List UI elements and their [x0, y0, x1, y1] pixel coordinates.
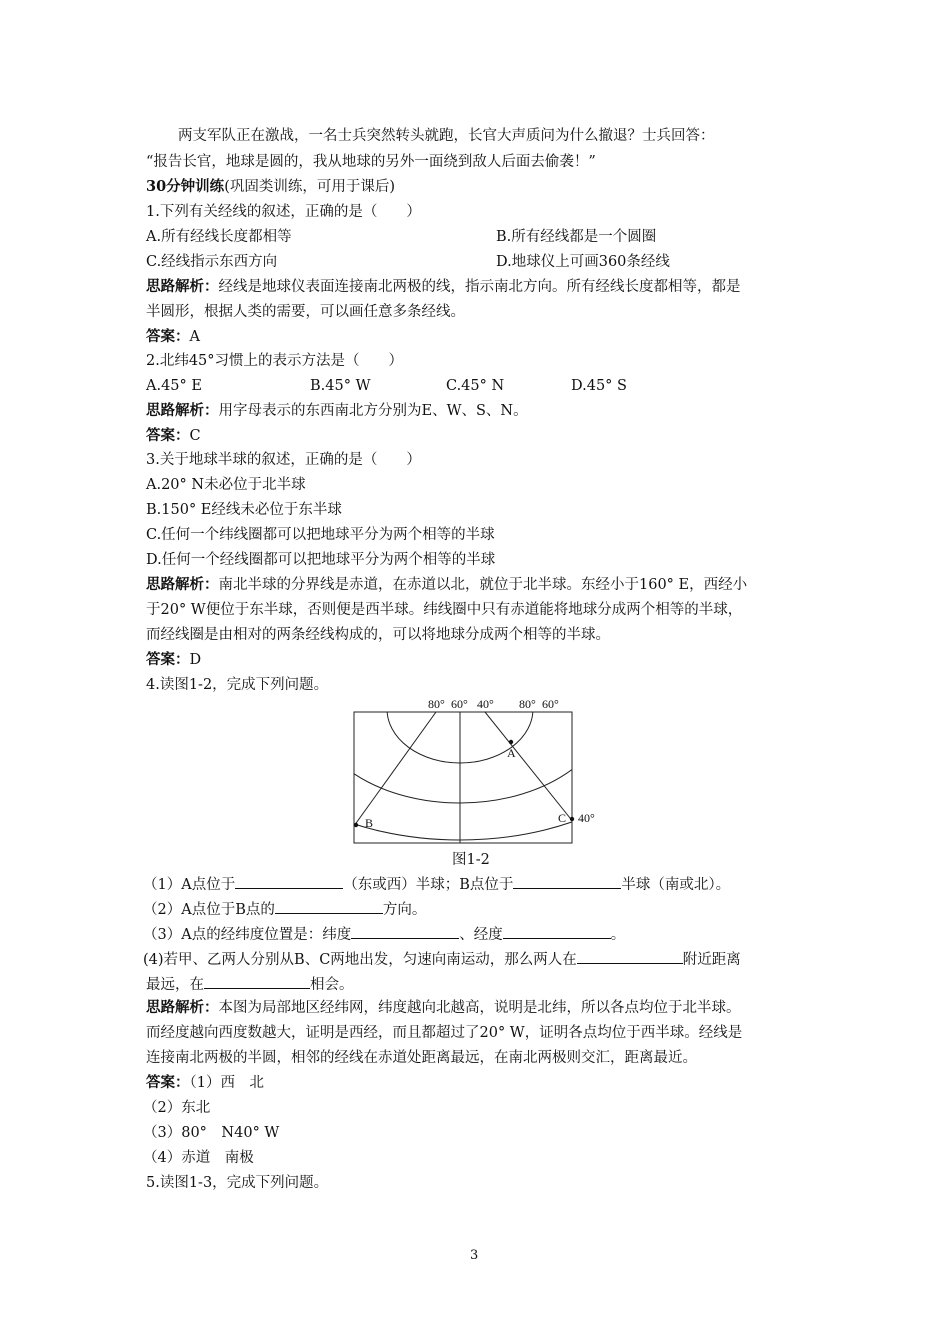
section-title: 30分钟训练: [146, 178, 225, 195]
blank[interactable]: [577, 949, 683, 964]
q4-analysis: [146, 998, 741, 1018]
lon-label-3: 40°: [477, 697, 494, 711]
q4-part-1: （1）A点位于 （东或西）半球；B点位于 半球（南或北）。: [143, 874, 730, 895]
lat-label-40: 40°: [578, 811, 595, 825]
lon-label-2: 60°: [451, 697, 468, 711]
q3-option-c: C.任何一个纬线圈都可以把地球平分为两个相等的半球: [146, 527, 495, 543]
page-number: 3: [470, 1248, 479, 1263]
analysis-label: 思路解析：: [146, 278, 219, 295]
q1-option-c: C.经线指示东西方向: [146, 254, 278, 270]
section-subtitle: (巩固类训练，可用于课后): [224, 179, 396, 195]
q1-stem: 1.下列有关经线的叙述，正确的是（ ）: [146, 204, 421, 220]
blank[interactable]: [275, 899, 383, 914]
figure-1-2-graticule: [352, 693, 595, 845]
q1-option-b: B.所有经线都是一个圆圈: [496, 229, 657, 245]
q4-analysis-text-2: 而经度越向西度数越大，证明是西经，而且都超过了20° W，证明各点均位于西半球。经线是: [146, 1025, 743, 1041]
q1-option-a: A.所有经线长度都相等: [146, 229, 292, 245]
figure-frame: [354, 712, 572, 843]
point-c-dot: [570, 817, 574, 821]
q2-stem: 2.北纬45°习惯上的表示方法是（ ）: [146, 353, 404, 369]
q1-answer: [146, 327, 200, 347]
q3-answer-value: D: [189, 652, 202, 668]
q4-stem: 4.读图1-2，完成下列问题。: [146, 677, 329, 693]
q1-option-d: D.地球仪上可画360条经线: [496, 254, 670, 270]
blank[interactable]: [513, 874, 621, 889]
q3-option-d: D.任何一个经线圈都可以把地球平分为两个相等的半球: [146, 552, 496, 568]
q2-analysis-text: 用字母表示的东西南北方分别为E、W、S、N。: [218, 403, 528, 419]
lon-label-1: 80°: [428, 697, 445, 711]
analysis-label: 思路解析：: [146, 999, 219, 1016]
q2-option-d: D.45° S: [571, 378, 627, 394]
q1-answer-value: A: [189, 329, 200, 345]
q2-option-a: A.45° E: [146, 378, 202, 394]
q3-analysis: [146, 575, 747, 595]
meridian-1: [354, 712, 436, 826]
blank[interactable]: [351, 924, 459, 939]
q4-part-2: （2）A点位于B点的 方向。: [143, 899, 426, 920]
q1-analysis-text-2: 半圆形，根据人类的需要，可以画任意多条经线。: [146, 304, 465, 320]
point-a-dot: [509, 740, 513, 744]
q4-answer-4: （4）赤道 南极: [143, 1150, 254, 1166]
answer-label: 答案：: [146, 427, 190, 444]
answer-label: 答案：: [146, 1074, 190, 1091]
section-heading: [146, 177, 395, 197]
q5-stem: 5.读图1-3，完成下列问题。: [146, 1175, 329, 1191]
q3-analysis-text-2: 于20° W便位于东半球，否则便是西半球。纬线圈中只有赤道能将地球分成两个相等的半球，: [146, 602, 743, 618]
intro-line-1: 两支军队正在激战，一名士兵突然转头就跑，长官大声质问为什么撤退？士兵回答：: [178, 128, 715, 144]
q4-part-3: （3）A点的经纬度位置是：纬度 、经度 。: [143, 924, 625, 945]
q2-answer: [146, 426, 201, 446]
blank[interactable]: [235, 874, 343, 889]
q2-analysis: [146, 401, 528, 421]
q4-analysis-text-3: 连接南北两极的半圆，相邻的经线在赤道处距离最远，在南北两极则交汇，距离最近。: [146, 1050, 697, 1066]
blank[interactable]: [204, 974, 310, 989]
meridian-3: [485, 712, 574, 823]
q2-option-b: B.45° W: [310, 378, 371, 394]
q4-answer: [146, 1073, 264, 1093]
analysis-label: 思路解析：: [146, 402, 219, 419]
q3-analysis-text-1: 南北半球的分界线是赤道，在赤道以北，就位于北半球。东经小于160° E，西经小: [218, 577, 748, 593]
q3-answer: [146, 650, 201, 670]
lon-label-5: 60°: [542, 697, 559, 711]
q4-answer-3: （3）80° N40° W: [143, 1125, 280, 1141]
lon-label-4: 80°: [519, 697, 536, 711]
answer-label: 答案：: [146, 651, 190, 668]
q4-part-4: (4)若甲、乙两人分别从B、C两地出发，匀速向南运动，那么两人在 附近距离: [143, 949, 741, 970]
q4-part-4-cont: 最远，在 相会。: [146, 974, 354, 995]
point-b-dot: [354, 823, 358, 827]
q1-analysis-text-1: 经线是地球仪表面连接南北两极的线，指示南北方向。所有经线长度都相等，都是: [218, 279, 741, 295]
point-b-label: B: [365, 816, 374, 830]
q3-option-a: A.20° N未必位于北半球: [146, 477, 306, 493]
point-a-label: A: [507, 746, 516, 760]
q2-answer-value: C: [189, 428, 201, 444]
figure-caption: 图1-2: [452, 852, 490, 868]
q1-analysis: [146, 277, 741, 297]
blank[interactable]: [503, 924, 611, 939]
q3-analysis-text-3: 而经线圈是由相对的两条经线构成的，可以将地球分成两个相等的半球。: [146, 627, 610, 643]
q4-analysis-text-1: 本图为局部地区经纬网，纬度越向北越高，说明是北纬，所以各点均位于北半球。: [218, 1000, 741, 1016]
point-c-label: C: [558, 811, 567, 825]
q4-answer-1: （1）西 北: [189, 1075, 264, 1091]
intro-line-2: “报告长官，地球是圆的，我从地球的另外一面绕到敌人后面去偷袭！”: [146, 154, 596, 170]
answer-label: 答案：: [146, 328, 190, 345]
q2-option-c: C.45° N: [446, 378, 505, 394]
q3-stem: 3.关于地球半球的叙述，正确的是（ ）: [146, 452, 421, 468]
analysis-label: 思路解析：: [146, 576, 219, 593]
q4-answer-2: （2）东北: [143, 1100, 211, 1116]
q3-option-b: B.150° E经线未必位于东半球: [146, 502, 342, 518]
